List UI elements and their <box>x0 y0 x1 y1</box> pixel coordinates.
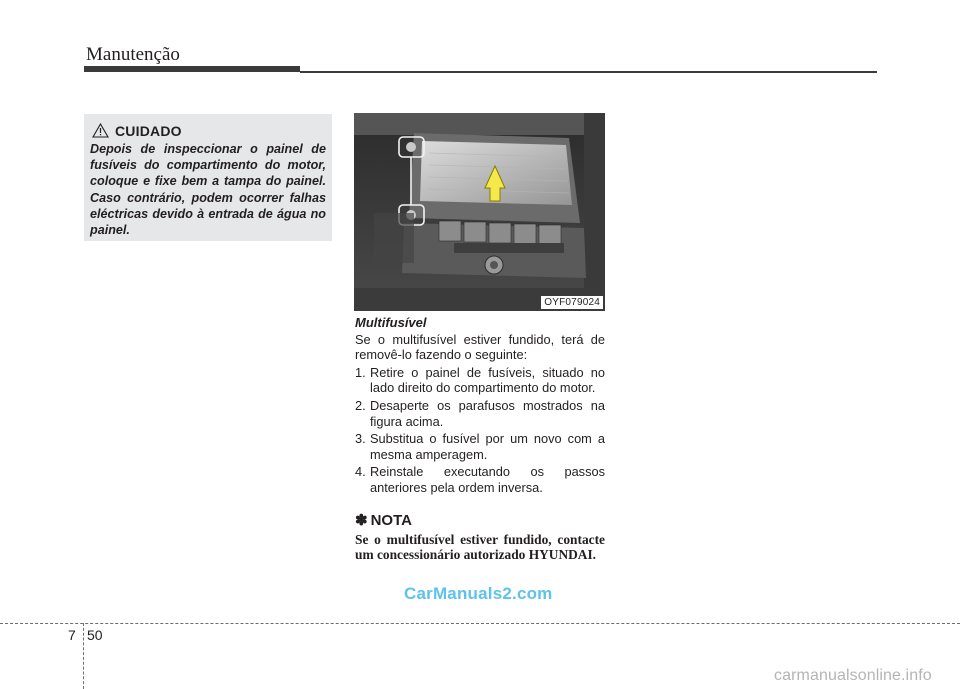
multifuse-title: Multifusível <box>355 315 427 330</box>
caution-title: CUIDADO <box>115 122 182 139</box>
footer-site-link[interactable]: carmanualsonline.info <box>774 667 932 684</box>
step-number: 3. <box>355 431 366 447</box>
caution-box <box>84 114 332 241</box>
figure-code: OYF079024 <box>541 296 603 309</box>
note-title: NOTA <box>370 511 412 529</box>
step-item <box>355 365 605 396</box>
note-text: Se o multifusível estiver fundido, contacte um concessionário autorizado HYUNDAI. <box>355 531 605 562</box>
section-title: Manutenção <box>86 44 180 65</box>
fuse-panel-photo <box>354 113 605 311</box>
chapter-number: 7 <box>68 627 76 643</box>
step-text: Substitua o fusível por um novo com a mesma amperagem. <box>370 431 605 462</box>
note-header <box>355 512 605 530</box>
step-text: Desaperte os parafusos mostrados na figura acima. <box>370 397 605 429</box>
page-number: 50 <box>87 627 103 643</box>
watermark-link[interactable]: CarManuals2.com <box>404 584 553 603</box>
multifuse-section <box>355 315 605 562</box>
step-item <box>355 398 605 429</box>
step-text: Reinstale executando os passos anteriores pela ordem inversa. <box>370 464 605 495</box>
header-bar-thick <box>84 66 300 72</box>
step-item <box>355 464 605 495</box>
warning-triangle-icon <box>92 123 109 138</box>
step-list <box>355 365 605 496</box>
caution-text: Depois de inspeccionar o painel de fusíveis do compartimento do motor, coloque e fixe bem a tampa do painel. Caso contrário, podem ocorrer falhas eléctricas devido à entrada de água no painel. <box>90 142 326 238</box>
caution-header <box>92 122 326 139</box>
page-separator <box>83 623 84 689</box>
step-text: Retire o painel de fusíveis, situado no lado direito do compartimento do motor. <box>370 364 605 396</box>
step-item <box>355 431 605 462</box>
header-rule <box>300 71 877 73</box>
engine-fuse-panel-illustration <box>354 113 605 311</box>
multifuse-intro: Se o multifusível estiver fundido, terá de removê-lo fazendo o seguinte: <box>355 331 605 363</box>
step-number: 4. <box>355 464 366 480</box>
step-number: 2. <box>355 397 366 413</box>
step-number: 1. <box>355 364 366 380</box>
footer-rule <box>0 623 960 624</box>
asterisk-icon: ✽ <box>355 511 368 529</box>
